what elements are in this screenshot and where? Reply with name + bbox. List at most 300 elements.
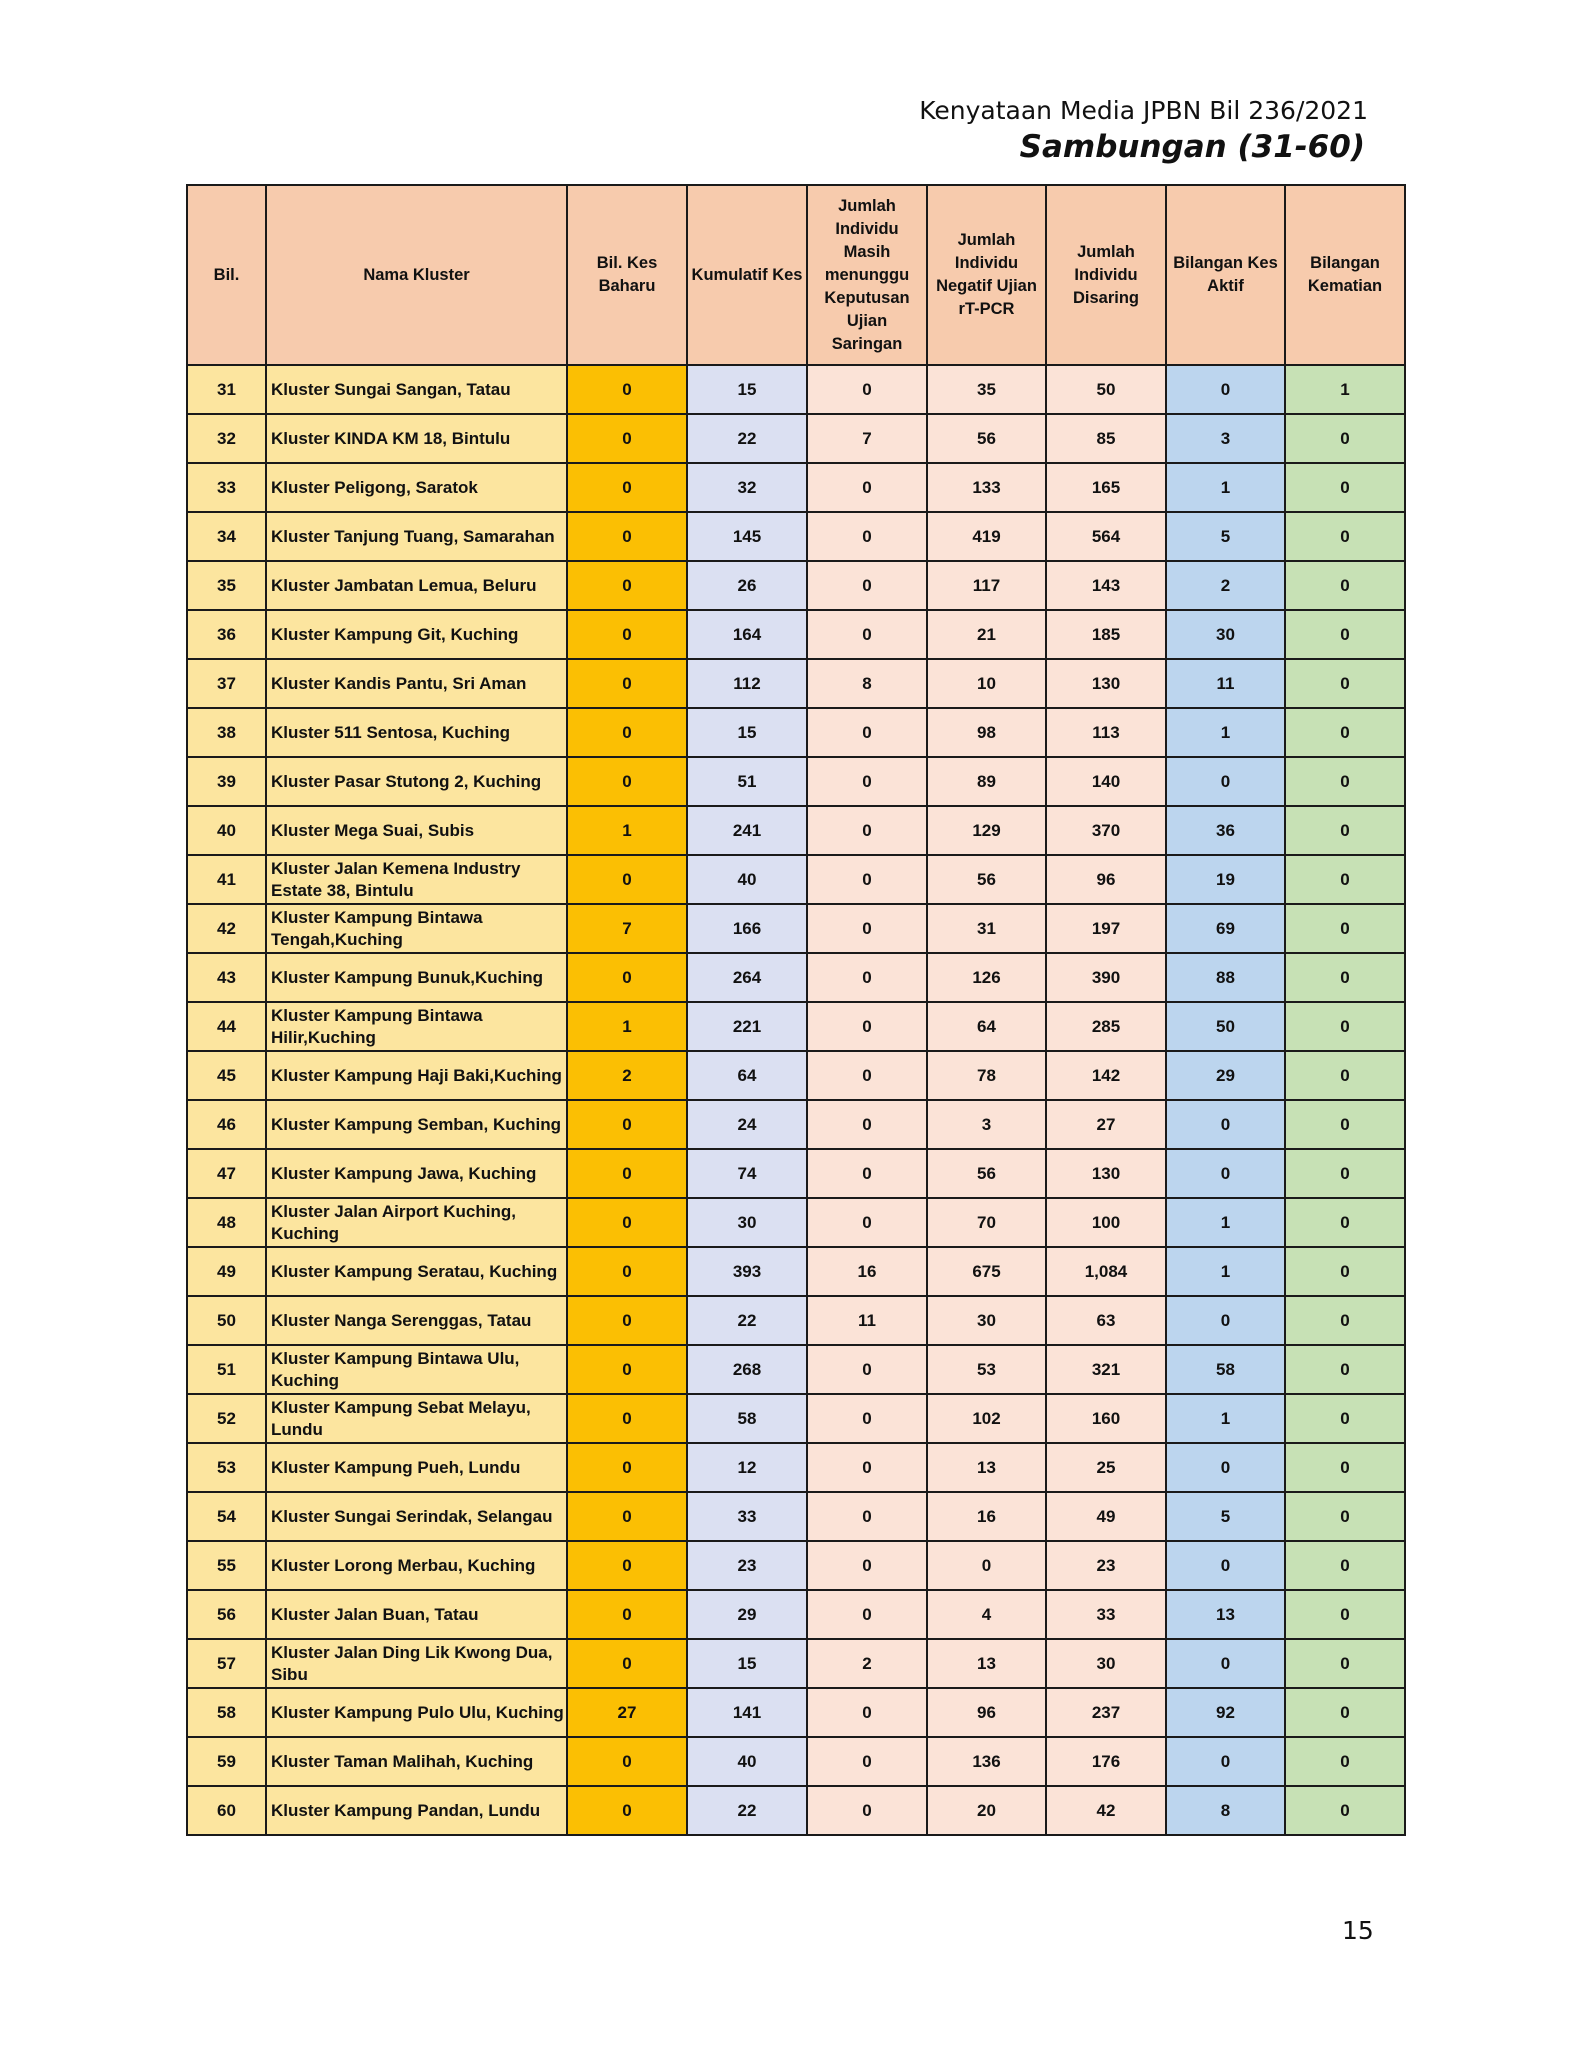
column-header-kes-baharu: Bil. Kes Baharu bbox=[567, 185, 687, 365]
cell-kematian: 0 bbox=[1285, 659, 1405, 708]
cell-menunggu-keputusan: 0 bbox=[807, 1345, 927, 1394]
cell-negatif-rtpcr: 96 bbox=[927, 1688, 1046, 1737]
cluster-table bbox=[186, 184, 1406, 1836]
cell-kumulatif-kes: 141 bbox=[687, 1688, 807, 1737]
cell-kes-baharu: 0 bbox=[567, 1443, 687, 1492]
cell-nama-kluster: Kluster Tanjung Tuang, Samarahan bbox=[266, 512, 567, 561]
cell-negatif-rtpcr: 89 bbox=[927, 757, 1046, 806]
cell-bil: 58 bbox=[187, 1688, 266, 1737]
cell-bil: 32 bbox=[187, 414, 266, 463]
table-row bbox=[187, 1737, 1405, 1786]
column-header-negatif-rtpcr: Jumlah Individu Negatif Ujian rT-PCR bbox=[927, 185, 1046, 365]
cell-kes-aktif: 8 bbox=[1166, 1786, 1285, 1835]
cell-nama-kluster: Kluster Kampung Haji Baki,Kuching bbox=[266, 1051, 567, 1100]
table-row bbox=[187, 1002, 1405, 1051]
table-row bbox=[187, 1051, 1405, 1100]
cell-menunggu-keputusan: 11 bbox=[807, 1296, 927, 1345]
cell-menunggu-keputusan: 0 bbox=[807, 1492, 927, 1541]
cell-kes-baharu: 0 bbox=[567, 512, 687, 561]
cell-kes-aktif: 50 bbox=[1166, 1002, 1285, 1051]
table-row bbox=[187, 1541, 1405, 1590]
cell-kes-aktif: 5 bbox=[1166, 512, 1285, 561]
cell-bil: 39 bbox=[187, 757, 266, 806]
table-row bbox=[187, 855, 1405, 904]
cell-kematian: 0 bbox=[1285, 953, 1405, 1002]
cell-kes-aktif: 30 bbox=[1166, 610, 1285, 659]
cell-kumulatif-kes: 22 bbox=[687, 1786, 807, 1835]
cell-negatif-rtpcr: 3 bbox=[927, 1100, 1046, 1149]
cell-individu-disaring: 370 bbox=[1046, 806, 1166, 855]
table-row bbox=[187, 1149, 1405, 1198]
cell-kumulatif-kes: 393 bbox=[687, 1247, 807, 1296]
cell-menunggu-keputusan: 0 bbox=[807, 1149, 927, 1198]
cell-kes-baharu: 0 bbox=[567, 1345, 687, 1394]
cell-individu-disaring: 160 bbox=[1046, 1394, 1166, 1443]
table-row bbox=[187, 757, 1405, 806]
cell-negatif-rtpcr: 102 bbox=[927, 1394, 1046, 1443]
cell-kumulatif-kes: 15 bbox=[687, 708, 807, 757]
cell-individu-disaring: 33 bbox=[1046, 1590, 1166, 1639]
cell-kematian: 0 bbox=[1285, 1688, 1405, 1737]
cell-bil: 33 bbox=[187, 463, 266, 512]
cell-kes-baharu: 0 bbox=[567, 1590, 687, 1639]
cell-individu-disaring: 143 bbox=[1046, 561, 1166, 610]
cell-menunggu-keputusan: 8 bbox=[807, 659, 927, 708]
cell-bil: 38 bbox=[187, 708, 266, 757]
cell-kes-baharu: 0 bbox=[567, 610, 687, 659]
cell-nama-kluster: Kluster Kampung Bunuk,Kuching bbox=[266, 953, 567, 1002]
cell-bil: 45 bbox=[187, 1051, 266, 1100]
cell-kes-aktif: 1 bbox=[1166, 708, 1285, 757]
cell-negatif-rtpcr: 53 bbox=[927, 1345, 1046, 1394]
cell-individu-disaring: 564 bbox=[1046, 512, 1166, 561]
cell-kes-baharu: 0 bbox=[567, 1492, 687, 1541]
cell-negatif-rtpcr: 78 bbox=[927, 1051, 1046, 1100]
cell-bil: 35 bbox=[187, 561, 266, 610]
table-row bbox=[187, 365, 1405, 414]
cell-kes-baharu: 0 bbox=[567, 561, 687, 610]
cell-individu-disaring: 140 bbox=[1046, 757, 1166, 806]
cell-kes-aktif: 5 bbox=[1166, 1492, 1285, 1541]
cell-menunggu-keputusan: 0 bbox=[807, 1688, 927, 1737]
cell-kematian: 0 bbox=[1285, 1100, 1405, 1149]
table-row bbox=[187, 1492, 1405, 1541]
cell-individu-disaring: 30 bbox=[1046, 1639, 1166, 1688]
cell-negatif-rtpcr: 56 bbox=[927, 1149, 1046, 1198]
cell-nama-kluster: Kluster Jalan Kemena Industry Estate 38, Bintulu bbox=[266, 855, 567, 904]
cell-kes-baharu: 0 bbox=[567, 1786, 687, 1835]
cell-bil: 46 bbox=[187, 1100, 266, 1149]
cell-menunggu-keputusan: 0 bbox=[807, 1737, 927, 1786]
cell-kes-aktif: 58 bbox=[1166, 1345, 1285, 1394]
cell-negatif-rtpcr: 13 bbox=[927, 1639, 1046, 1688]
cell-individu-disaring: 185 bbox=[1046, 610, 1166, 659]
column-header-menunggu-keputusan: Jumlah Individu Masih menunggu Keputusan Ujian Saringan bbox=[807, 185, 927, 365]
cell-negatif-rtpcr: 70 bbox=[927, 1198, 1046, 1247]
cell-kematian: 0 bbox=[1285, 1051, 1405, 1100]
cell-kematian: 0 bbox=[1285, 610, 1405, 659]
cell-kumulatif-kes: 26 bbox=[687, 561, 807, 610]
column-header-bil: Bil. bbox=[187, 185, 266, 365]
cell-kes-baharu: 0 bbox=[567, 757, 687, 806]
table-row bbox=[187, 1786, 1405, 1835]
cell-kes-aktif: 92 bbox=[1166, 1688, 1285, 1737]
cell-nama-kluster: Kluster KINDA KM 18, Bintulu bbox=[266, 414, 567, 463]
cell-menunggu-keputusan: 0 bbox=[807, 757, 927, 806]
cell-menunggu-keputusan: 0 bbox=[807, 610, 927, 659]
cell-menunggu-keputusan: 7 bbox=[807, 414, 927, 463]
cell-kematian: 0 bbox=[1285, 1786, 1405, 1835]
cell-nama-kluster: Kluster Kampung Jawa, Kuching bbox=[266, 1149, 567, 1198]
cell-individu-disaring: 50 bbox=[1046, 365, 1166, 414]
cell-kematian: 0 bbox=[1285, 904, 1405, 953]
cell-bil: 53 bbox=[187, 1443, 266, 1492]
cell-nama-kluster: Kluster Kampung Bintawa Tengah,Kuching bbox=[266, 904, 567, 953]
cell-kumulatif-kes: 23 bbox=[687, 1541, 807, 1590]
cell-nama-kluster: Kluster Kampung Seratau, Kuching bbox=[266, 1247, 567, 1296]
cell-nama-kluster: Kluster 511 Sentosa, Kuching bbox=[266, 708, 567, 757]
cell-bil: 57 bbox=[187, 1639, 266, 1688]
cell-kematian: 0 bbox=[1285, 806, 1405, 855]
table-row bbox=[187, 806, 1405, 855]
cell-kes-baharu: 0 bbox=[567, 1737, 687, 1786]
cell-bil: 41 bbox=[187, 855, 266, 904]
cell-kumulatif-kes: 22 bbox=[687, 1296, 807, 1345]
cell-kes-aktif: 0 bbox=[1166, 1443, 1285, 1492]
cell-kematian: 0 bbox=[1285, 1345, 1405, 1394]
table-header-row bbox=[187, 185, 1405, 365]
cell-menunggu-keputusan: 0 bbox=[807, 708, 927, 757]
cell-negatif-rtpcr: 56 bbox=[927, 855, 1046, 904]
cell-negatif-rtpcr: 136 bbox=[927, 1737, 1046, 1786]
cell-bil: 55 bbox=[187, 1541, 266, 1590]
cell-menunggu-keputusan: 0 bbox=[807, 806, 927, 855]
table-row bbox=[187, 463, 1405, 512]
cell-bil: 40 bbox=[187, 806, 266, 855]
cell-kematian: 0 bbox=[1285, 463, 1405, 512]
cell-kes-aktif: 88 bbox=[1166, 953, 1285, 1002]
cell-kes-aktif: 0 bbox=[1166, 1100, 1285, 1149]
cell-negatif-rtpcr: 675 bbox=[927, 1247, 1046, 1296]
cell-individu-disaring: 25 bbox=[1046, 1443, 1166, 1492]
cell-kematian: 0 bbox=[1285, 1590, 1405, 1639]
cell-kes-aktif: 0 bbox=[1166, 365, 1285, 414]
cell-negatif-rtpcr: 16 bbox=[927, 1492, 1046, 1541]
cell-kes-baharu: 0 bbox=[567, 1541, 687, 1590]
cell-menunggu-keputusan: 0 bbox=[807, 1786, 927, 1835]
cell-kes-baharu: 0 bbox=[567, 1247, 687, 1296]
column-header-kes-aktif: Bilangan Kes Aktif bbox=[1166, 185, 1285, 365]
cell-nama-kluster: Kluster Jalan Airport Kuching, Kuching bbox=[266, 1198, 567, 1247]
cell-kes-baharu: 0 bbox=[567, 463, 687, 512]
page-number: 15 bbox=[1342, 1916, 1374, 1945]
cell-individu-disaring: 1,084 bbox=[1046, 1247, 1166, 1296]
column-header-individu-disaring: Jumlah Individu Disaring bbox=[1046, 185, 1166, 365]
cell-negatif-rtpcr: 117 bbox=[927, 561, 1046, 610]
cell-menunggu-keputusan: 0 bbox=[807, 1394, 927, 1443]
cell-menunggu-keputusan: 0 bbox=[807, 1051, 927, 1100]
cell-kes-aktif: 19 bbox=[1166, 855, 1285, 904]
cell-bil: 48 bbox=[187, 1198, 266, 1247]
cell-negatif-rtpcr: 13 bbox=[927, 1443, 1046, 1492]
cell-negatif-rtpcr: 64 bbox=[927, 1002, 1046, 1051]
cell-nama-kluster: Kluster Peligong, Saratok bbox=[266, 463, 567, 512]
cell-kematian: 0 bbox=[1285, 1443, 1405, 1492]
cell-nama-kluster: Kluster Lorong Merbau, Kuching bbox=[266, 1541, 567, 1590]
cell-kumulatif-kes: 40 bbox=[687, 855, 807, 904]
cell-kes-aktif: 1 bbox=[1166, 1247, 1285, 1296]
cell-menunggu-keputusan: 0 bbox=[807, 855, 927, 904]
cell-kematian: 0 bbox=[1285, 1394, 1405, 1443]
cell-kematian: 0 bbox=[1285, 1541, 1405, 1590]
column-header-kumulatif-kes: Kumulatif Kes bbox=[687, 185, 807, 365]
cell-nama-kluster: Kluster Sungai Sangan, Tatau bbox=[266, 365, 567, 414]
cell-kematian: 0 bbox=[1285, 561, 1405, 610]
cell-kematian: 0 bbox=[1285, 1737, 1405, 1786]
cell-kes-baharu: 2 bbox=[567, 1051, 687, 1100]
cell-negatif-rtpcr: 4 bbox=[927, 1590, 1046, 1639]
cell-kes-aktif: 11 bbox=[1166, 659, 1285, 708]
cell-bil: 52 bbox=[187, 1394, 266, 1443]
cell-bil: 51 bbox=[187, 1345, 266, 1394]
cell-kematian: 1 bbox=[1285, 365, 1405, 414]
cell-bil: 36 bbox=[187, 610, 266, 659]
cell-kes-aktif: 36 bbox=[1166, 806, 1285, 855]
cell-individu-disaring: 142 bbox=[1046, 1051, 1166, 1100]
cell-kes-baharu: 0 bbox=[567, 414, 687, 463]
table-row bbox=[187, 904, 1405, 953]
cell-kes-aktif: 0 bbox=[1166, 1737, 1285, 1786]
table-row bbox=[187, 1639, 1405, 1688]
cell-nama-kluster: Kluster Kampung Semban, Kuching bbox=[266, 1100, 567, 1149]
table-row bbox=[187, 1247, 1405, 1296]
cell-negatif-rtpcr: 21 bbox=[927, 610, 1046, 659]
cell-kematian: 0 bbox=[1285, 1149, 1405, 1198]
table-row bbox=[187, 953, 1405, 1002]
cell-menunggu-keputusan: 0 bbox=[807, 463, 927, 512]
cell-kes-baharu: 0 bbox=[567, 365, 687, 414]
cell-bil: 47 bbox=[187, 1149, 266, 1198]
cell-nama-kluster: Kluster Jalan Ding Lik Kwong Dua, Sibu bbox=[266, 1639, 567, 1688]
cell-menunggu-keputusan: 0 bbox=[807, 1002, 927, 1051]
cell-kematian: 0 bbox=[1285, 757, 1405, 806]
cell-kes-baharu: 0 bbox=[567, 953, 687, 1002]
cell-nama-kluster: Kluster Kandis Pantu, Sri Aman bbox=[266, 659, 567, 708]
cell-negatif-rtpcr: 98 bbox=[927, 708, 1046, 757]
cell-bil: 50 bbox=[187, 1296, 266, 1345]
cell-individu-disaring: 197 bbox=[1046, 904, 1166, 953]
cell-individu-disaring: 63 bbox=[1046, 1296, 1166, 1345]
cell-kumulatif-kes: 64 bbox=[687, 1051, 807, 1100]
cell-kes-baharu: 1 bbox=[567, 1002, 687, 1051]
cell-individu-disaring: 42 bbox=[1046, 1786, 1166, 1835]
column-header-nama-kluster: Nama Kluster bbox=[266, 185, 567, 365]
table-row bbox=[187, 1296, 1405, 1345]
cell-bil: 42 bbox=[187, 904, 266, 953]
cell-kes-baharu: 0 bbox=[567, 1639, 687, 1688]
table-row bbox=[187, 414, 1405, 463]
cell-kumulatif-kes: 12 bbox=[687, 1443, 807, 1492]
cell-kes-baharu: 7 bbox=[567, 904, 687, 953]
cell-kematian: 0 bbox=[1285, 855, 1405, 904]
cell-kumulatif-kes: 58 bbox=[687, 1394, 807, 1443]
cell-negatif-rtpcr: 126 bbox=[927, 953, 1046, 1002]
cell-nama-kluster: Kluster Kampung Git, Kuching bbox=[266, 610, 567, 659]
cell-menunggu-keputusan: 0 bbox=[807, 512, 927, 561]
cell-nama-kluster: Kluster Jambatan Lemua, Beluru bbox=[266, 561, 567, 610]
cell-kes-aktif: 0 bbox=[1166, 1296, 1285, 1345]
cell-nama-kluster: Kluster Kampung Pulo Ulu, Kuching bbox=[266, 1688, 567, 1737]
cell-kematian: 0 bbox=[1285, 414, 1405, 463]
cell-individu-disaring: 49 bbox=[1046, 1492, 1166, 1541]
cell-kumulatif-kes: 33 bbox=[687, 1492, 807, 1541]
cell-nama-kluster: Kluster Kampung Pueh, Lundu bbox=[266, 1443, 567, 1492]
cell-individu-disaring: 390 bbox=[1046, 953, 1166, 1002]
cell-kes-aktif: 1 bbox=[1166, 1394, 1285, 1443]
cell-individu-disaring: 176 bbox=[1046, 1737, 1166, 1786]
cell-bil: 34 bbox=[187, 512, 266, 561]
table-row bbox=[187, 1100, 1405, 1149]
table-row bbox=[187, 659, 1405, 708]
section-subtitle: Sambungan (31-60) bbox=[1019, 129, 1365, 165]
cell-kematian: 0 bbox=[1285, 1296, 1405, 1345]
cell-negatif-rtpcr: 20 bbox=[927, 1786, 1046, 1835]
cell-negatif-rtpcr: 0 bbox=[927, 1541, 1046, 1590]
cell-kumulatif-kes: 29 bbox=[687, 1590, 807, 1639]
table-row bbox=[187, 561, 1405, 610]
cell-negatif-rtpcr: 419 bbox=[927, 512, 1046, 561]
cell-kumulatif-kes: 74 bbox=[687, 1149, 807, 1198]
cell-kes-aktif: 0 bbox=[1166, 1639, 1285, 1688]
cell-bil: 43 bbox=[187, 953, 266, 1002]
cell-individu-disaring: 113 bbox=[1046, 708, 1166, 757]
cell-kes-baharu: 0 bbox=[567, 659, 687, 708]
cell-bil: 60 bbox=[187, 1786, 266, 1835]
table-row bbox=[187, 1688, 1405, 1737]
cell-negatif-rtpcr: 31 bbox=[927, 904, 1046, 953]
cell-negatif-rtpcr: 56 bbox=[927, 414, 1046, 463]
cell-menunggu-keputusan: 0 bbox=[807, 561, 927, 610]
cell-kumulatif-kes: 51 bbox=[687, 757, 807, 806]
cell-bil: 31 bbox=[187, 365, 266, 414]
cell-individu-disaring: 27 bbox=[1046, 1100, 1166, 1149]
table-body bbox=[187, 365, 1405, 1835]
cell-kumulatif-kes: 164 bbox=[687, 610, 807, 659]
cell-menunggu-keputusan: 0 bbox=[807, 1100, 927, 1149]
cell-negatif-rtpcr: 35 bbox=[927, 365, 1046, 414]
cell-kes-baharu: 0 bbox=[567, 1100, 687, 1149]
cell-kumulatif-kes: 22 bbox=[687, 414, 807, 463]
cell-bil: 49 bbox=[187, 1247, 266, 1296]
cell-individu-disaring: 285 bbox=[1046, 1002, 1166, 1051]
cell-kes-aktif: 0 bbox=[1166, 1149, 1285, 1198]
table-row bbox=[187, 610, 1405, 659]
cell-individu-disaring: 321 bbox=[1046, 1345, 1166, 1394]
cell-nama-kluster: Kluster Kampung Bintawa Ulu, Kuching bbox=[266, 1345, 567, 1394]
cell-menunggu-keputusan: 0 bbox=[807, 1541, 927, 1590]
cell-nama-kluster: Kluster Jalan Buan, Tatau bbox=[266, 1590, 567, 1639]
cell-negatif-rtpcr: 133 bbox=[927, 463, 1046, 512]
table-row bbox=[187, 708, 1405, 757]
cell-kes-aktif: 13 bbox=[1166, 1590, 1285, 1639]
cell-individu-disaring: 100 bbox=[1046, 1198, 1166, 1247]
table-row bbox=[187, 1443, 1405, 1492]
cell-menunggu-keputusan: 0 bbox=[807, 365, 927, 414]
cell-kumulatif-kes: 32 bbox=[687, 463, 807, 512]
cell-individu-disaring: 85 bbox=[1046, 414, 1166, 463]
cell-nama-kluster: Kluster Pasar Stutong 2, Kuching bbox=[266, 757, 567, 806]
cell-nama-kluster: Kluster Sungai Serindak, Selangau bbox=[266, 1492, 567, 1541]
cell-individu-disaring: 165 bbox=[1046, 463, 1166, 512]
cell-nama-kluster: Kluster Kampung Sebat Melayu, Lundu bbox=[266, 1394, 567, 1443]
cell-kumulatif-kes: 112 bbox=[687, 659, 807, 708]
column-header-kematian: Bilangan Kematian bbox=[1285, 185, 1405, 365]
cell-kes-aktif: 69 bbox=[1166, 904, 1285, 953]
cell-individu-disaring: 96 bbox=[1046, 855, 1166, 904]
cell-kes-aktif: 1 bbox=[1166, 463, 1285, 512]
cell-bil: 37 bbox=[187, 659, 266, 708]
cell-menunggu-keputusan: 0 bbox=[807, 1198, 927, 1247]
cell-kes-aktif: 29 bbox=[1166, 1051, 1285, 1100]
cell-nama-kluster: Kluster Nanga Serenggas, Tatau bbox=[266, 1296, 567, 1345]
cell-kes-baharu: 0 bbox=[567, 1198, 687, 1247]
cell-kumulatif-kes: 221 bbox=[687, 1002, 807, 1051]
cell-kes-aktif: 0 bbox=[1166, 1541, 1285, 1590]
cell-kes-aktif: 0 bbox=[1166, 757, 1285, 806]
table-row bbox=[187, 1198, 1405, 1247]
cell-kes-aktif: 2 bbox=[1166, 561, 1285, 610]
cell-nama-kluster: Kluster Mega Suai, Subis bbox=[266, 806, 567, 855]
cell-kes-baharu: 0 bbox=[567, 1394, 687, 1443]
cell-kematian: 0 bbox=[1285, 1639, 1405, 1688]
cell-nama-kluster: Kluster Kampung Bintawa Hilir,Kuching bbox=[266, 1002, 567, 1051]
table-row bbox=[187, 1345, 1405, 1394]
cell-menunggu-keputusan: 16 bbox=[807, 1247, 927, 1296]
cell-kes-aktif: 3 bbox=[1166, 414, 1285, 463]
cell-individu-disaring: 130 bbox=[1046, 1149, 1166, 1198]
cell-bil: 56 bbox=[187, 1590, 266, 1639]
cell-bil: 44 bbox=[187, 1002, 266, 1051]
cell-nama-kluster: Kluster Kampung Pandan, Lundu bbox=[266, 1786, 567, 1835]
cell-kumulatif-kes: 264 bbox=[687, 953, 807, 1002]
cell-kumulatif-kes: 268 bbox=[687, 1345, 807, 1394]
cell-kematian: 0 bbox=[1285, 1247, 1405, 1296]
cell-kes-baharu: 1 bbox=[567, 806, 687, 855]
cell-kes-baharu: 0 bbox=[567, 855, 687, 904]
cell-nama-kluster: Kluster Taman Malihah, Kuching bbox=[266, 1737, 567, 1786]
cell-individu-disaring: 23 bbox=[1046, 1541, 1166, 1590]
cell-kumulatif-kes: 15 bbox=[687, 365, 807, 414]
table-row bbox=[187, 1590, 1405, 1639]
cell-menunggu-keputusan: 0 bbox=[807, 1590, 927, 1639]
cell-menunggu-keputusan: 2 bbox=[807, 1639, 927, 1688]
cell-kes-baharu: 27 bbox=[567, 1688, 687, 1737]
cell-negatif-rtpcr: 30 bbox=[927, 1296, 1046, 1345]
cell-kematian: 0 bbox=[1285, 708, 1405, 757]
table-row bbox=[187, 1394, 1405, 1443]
cell-kes-aktif: 1 bbox=[1166, 1198, 1285, 1247]
cell-kumulatif-kes: 145 bbox=[687, 512, 807, 561]
cell-kes-baharu: 0 bbox=[567, 708, 687, 757]
cell-kematian: 0 bbox=[1285, 1002, 1405, 1051]
cell-kumulatif-kes: 30 bbox=[687, 1198, 807, 1247]
cell-negatif-rtpcr: 10 bbox=[927, 659, 1046, 708]
cell-kematian: 0 bbox=[1285, 512, 1405, 561]
cell-menunggu-keputusan: 0 bbox=[807, 904, 927, 953]
cell-kes-baharu: 0 bbox=[567, 1296, 687, 1345]
cell-kumulatif-kes: 15 bbox=[687, 1639, 807, 1688]
cell-kematian: 0 bbox=[1285, 1492, 1405, 1541]
